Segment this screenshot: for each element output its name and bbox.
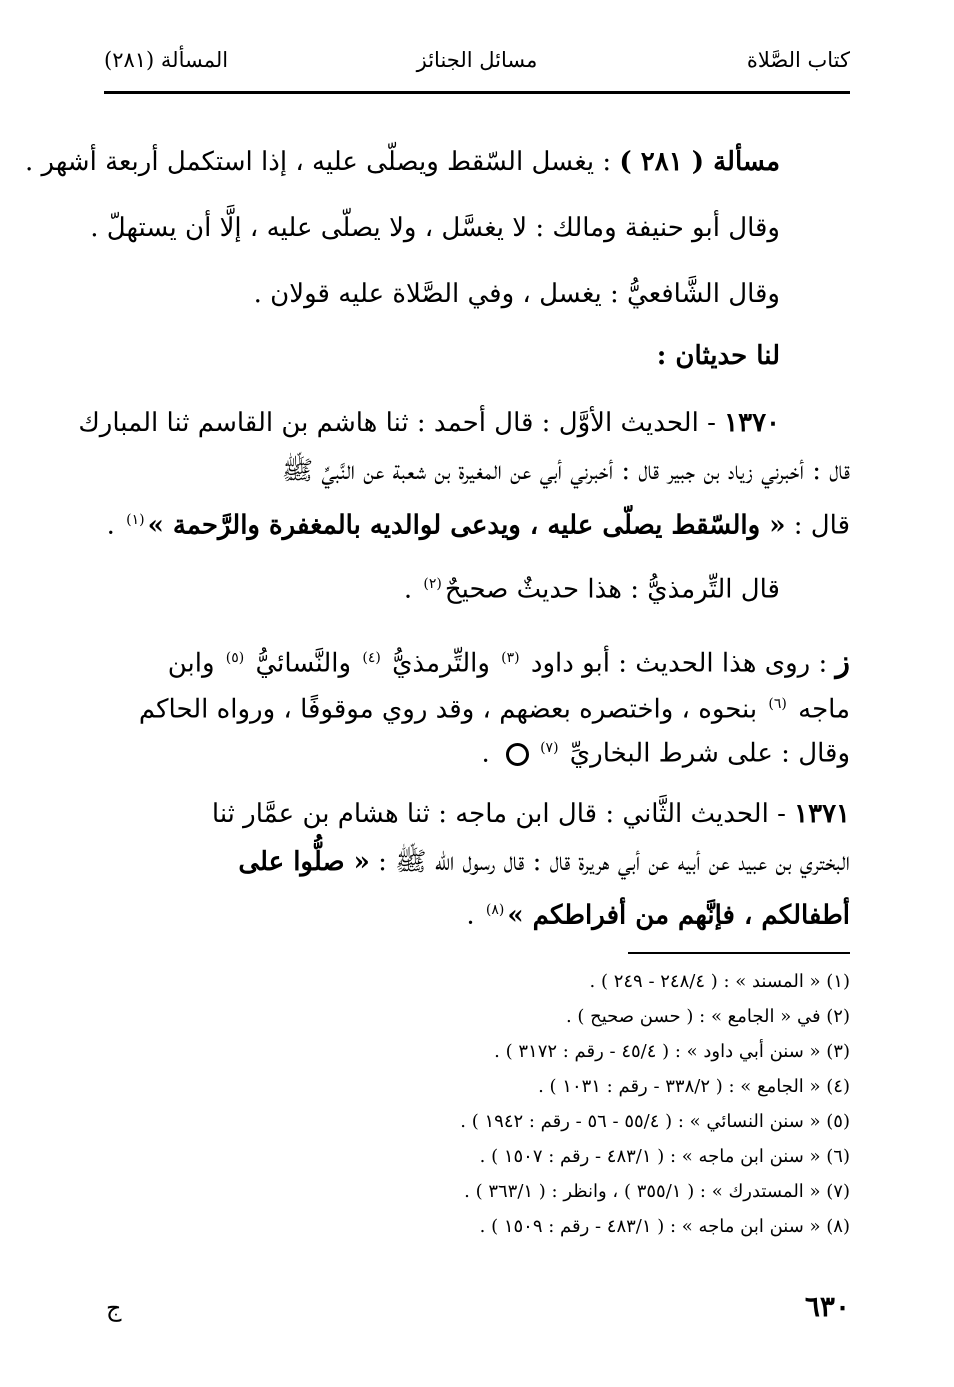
header-section-title: مسائل الجنائز: [416, 48, 538, 72]
footnote-ref: (٨): [485, 902, 505, 918]
hadith-1370-line-3: قال : « والسّقط يصلّى عليه ، ويدعى لوالديه بالمغفرة والرَّحمة »$^{(١)}$ .: [106, 510, 850, 541]
hadith-number: ١٣٧٠: [724, 408, 780, 438]
hadith-number: ١٣٧١: [794, 799, 850, 829]
footnote-ref: (٢): [423, 576, 442, 592]
shafii-opinion: وقال الشَّافعيُّ : يغسل ، وفي الصَّلاة عليه قولان .: [253, 279, 780, 309]
footnote-ref: (٣): [501, 650, 520, 666]
hanafi-maliki-opinion: وقال أبو حنيفة ومالك : لا يغسَّل ، ولا يصلّى عليه ، إلَّا أن يستهلّ .: [90, 213, 780, 243]
hadith-1370-line-2: قال : أخبرني زياد بن جبير قال : أخبرني أبي عن المغيرة بن شعبة عن النَّبيِّ ﷺ: [281, 456, 850, 486]
footnote-ref: (٤): [362, 650, 381, 666]
header-issue-number: المسألة (٢٨١): [104, 48, 229, 72]
footnote-4: (٤) « الجامع » : ( ٣٣٨/٢ - رقم : ١٠٣١ ) .: [538, 1076, 850, 1097]
takhrij-line-1: ز : روى هذا الحديث : أبو داود $^{(٣)}$ والتِّرمذيُّ $^{(٤)}$ والنَّسائيُّ $^{(٥)}$ وابن: [167, 644, 850, 680]
footnote-8: (٨) « سنن ابن ماجه » : ( ٤٨٣/١ - رقم : ١٥٠٩ ) .: [479, 1216, 850, 1237]
footnote-3: (٣) « سنن أبي داود » : ( ٤٥/٤ - رقم : ٣١٧٢ ) .: [494, 1041, 850, 1062]
footnote-ref: (١): [126, 512, 145, 528]
circle-icon: [506, 743, 529, 766]
takhrij-line-2: ماجه $^{(٦)}$ بنحوه ، واختصره بعضهم ، وقد روي موقوفًا ، ورواه الحاكم: [138, 694, 850, 725]
page-number: ٦٣٠: [804, 1290, 850, 1323]
footnote-ref: (٥): [225, 650, 245, 666]
tirmidhi-grading: قال التِّرمذيُّ : هذا حديثٌ صحيحٌ$^{(٢)}$ .: [403, 574, 780, 605]
footnote-ref: (٧): [540, 740, 559, 756]
takhrij-marker: ز: [835, 644, 850, 680]
issue-label: مسألة ( ٢٨١ ): [619, 147, 780, 177]
hadith-text: « والسّقط يصلّى عليه ، ويدعى لوالديه بالمغفرة والرَّحمة »: [147, 510, 786, 541]
footnote-1: (١) « المسند » : ( ٢٤٨/٤ - ٢٤٩ ) .: [589, 971, 850, 992]
printer-signature: ج: [106, 1294, 122, 1322]
hadith-text: أطفالكم ، فإنَّهم من أفراطكم »: [507, 900, 850, 931]
footnote-ref: (٦): [768, 696, 787, 712]
evidence-heading: لنا حديثان :: [656, 341, 780, 371]
footnote-2: (٢) في « الجامع » : ( حسن صحيح ) .: [565, 1006, 850, 1027]
hadith-1371-line-2: البختري بن عبيد عن أبيه عن أبي هريرة قال : قال رسول الله ﷺ : « صلُّوا على: [238, 847, 850, 877]
hadith-1371-line-1: ١٣٧١ - الحديث الثَّاني : قال ابن ماجه : ثنا هشام بن عمَّار ثنا: [211, 799, 850, 829]
footnote-6: (٦) « سنن ابن ماجه » : ( ٤٨٣/١ - رقم : ١٥٠٧ ) .: [479, 1146, 850, 1167]
footnote-divider: [628, 952, 850, 954]
running-header: [104, 40, 850, 88]
header-divider: [104, 91, 850, 94]
issue-statement: مسألة ( ٢٨١ ) : يغسل السّقط ويصلّى عليه ، إذا استكمل أربعة أشهر .: [24, 147, 780, 177]
hadith-text: « صلُّوا على: [238, 847, 370, 877]
hadith-1371-line-3: أطفالكم ، فإنَّهم من أفراطكم »$^{(٨)}$ .: [466, 900, 850, 931]
footnote-5: (٥) « سنن النسائي » : ( ٥٥/٤ - ٥٦ - رقم : ١٩٤٢ ) .: [460, 1111, 850, 1132]
footnote-7: (٧) « المستدرك » : ( ٣٥٥/١ ) ، وانظر : ( ٣٦٣/١ ) .: [464, 1181, 850, 1202]
takhrij-line-3: وقال : على شرط البخاريِّ $^{(٧)}$ .: [481, 738, 850, 769]
header-book-title: كتاب الصَّلاة: [746, 48, 850, 72]
hadith-1370-line-1: ١٣٧٠ - الحديث الأوَّل : قال أحمد : ثنا هاشم بن القاسم ثنا المبارك: [78, 408, 780, 438]
